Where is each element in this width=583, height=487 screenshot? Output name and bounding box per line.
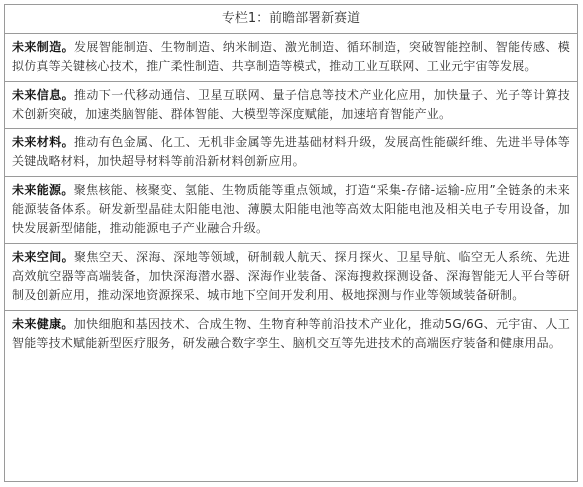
section-title: 未来材料。 bbox=[12, 135, 75, 150]
section-future-manufacturing bbox=[5, 34, 577, 82]
section-title: 未来空间。 bbox=[12, 249, 75, 264]
section-body: 推动有色金属、化工、无机非金属等先进基础材料升级，发展高性能碳纤维、先进半导体等关键战略材料，加快超导材料等前沿新材料创新应用。 bbox=[12, 135, 570, 169]
section-title: 未来制造。 bbox=[12, 40, 75, 54]
section-future-information bbox=[5, 82, 577, 130]
panel-title: 专栏1：前瞻部署新赛道 bbox=[5, 5, 577, 34]
content-panel bbox=[4, 4, 578, 482]
section-body: 聚焦核能、核聚变、氢能、生物质能等重点领域，打造“采集-存储-运输-应用”全链条的未来能源装备体系。研发新型晶硅太阳能电池、薄膜太阳能电池等高效太阳能电池及相关电子专用设备，加快发展新型储能，推动能源电子产业融合升级。 bbox=[12, 182, 570, 236]
section-title: 未来能源。 bbox=[12, 182, 74, 197]
section-body: 聚焦空天、深海、深地等领域，研制载人航天、探月探火、卫星导航、临空无人系统、先进高效航空器等高端装备，加快深海潜水器、深海作业装备、深海搜救探测设备、深海智能无人平台等研制及创新应用，推动深地资源探采、城市地下空间开发利用、极地探测与作业等领域装备研制。 bbox=[12, 249, 570, 303]
section-body: 推动下一代移动通信、卫星互联网、量子信息等技术产业化应用，加快量子、光子等计算技术创新突破，加速类脑智能、群体智能、大模型等深度赋能，加速培育智能产业。 bbox=[12, 87, 570, 121]
section-future-health bbox=[5, 311, 577, 358]
section-body: 加快细胞和基因技术、合成生物、生物育种等前沿技术产业化，推动5G/6G、元宇宙、人工智能等技术赋能新型医疗服务，研发融合数字孪生、脑机交互等先进技术的高端医疗装备和健康用品。 bbox=[12, 316, 570, 350]
section-future-space bbox=[5, 244, 577, 311]
section-body: 发展智能制造、生物制造、纳米制造、激光制造、循环制造，突破智能控制、智能传感、模拟仿真等关键核心技术，推广柔性制造、共享制造等模式，推动工业互联网、工业元宇宙等发展。 bbox=[12, 40, 570, 74]
section-future-energy bbox=[5, 177, 577, 244]
section-title: 未来信息。 bbox=[12, 87, 75, 102]
section-future-materials bbox=[5, 129, 577, 177]
section-title: 未来健康。 bbox=[12, 316, 74, 331]
